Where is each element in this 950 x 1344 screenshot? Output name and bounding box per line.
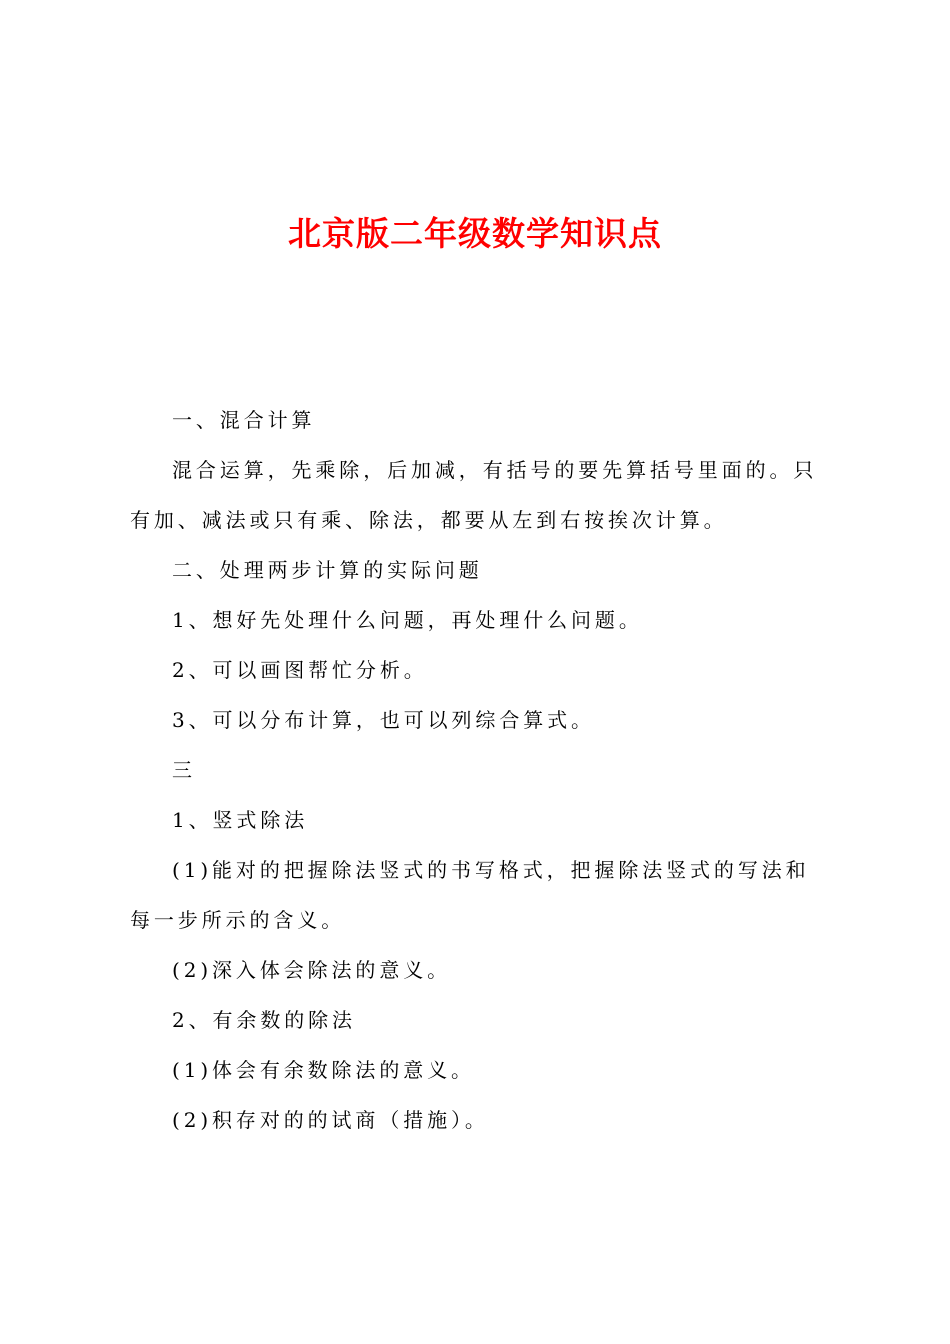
paragraph-mixed-operation-rule: 混合运算，先乘除，后加减，有括号的要先算括号里面的。只有加、减法或只有乘、除法，都要从左到右按挨次计算。 [130,458,818,532]
document-body [130,395,830,1145]
subsection-division-with-remainder: 2、有余数的除法 [172,1008,356,1032]
document-title: 北京版二年级数学知识点 [288,214,662,253]
sub-item-2: (2)深入体会除法的意义。 [172,958,452,982]
list-item-3: 3、可以分布计算，也可以列综合算式。 [172,708,595,732]
subsection-vertical-division: 1、竖式除法 [172,808,309,832]
section-heading-mixed-calculation: 一、混合计算 [172,408,316,432]
section-heading-three: 三 [172,758,196,782]
sub-item-remainder-2: (2)积存对的的试商（措施）。 [172,1108,489,1132]
sub-item-remainder-1: (1)体会有余数除法的意义。 [172,1058,475,1082]
list-item-1: 1、想好先处理什么问题，再处理什么问题。 [172,608,643,632]
list-item-2: 2、可以画图帮忙分析。 [172,658,428,682]
section-heading-two-step-problems: 二、处理两步计算的实际问题 [172,558,483,582]
sub-item-1: (1)能对的把握除法竖式的书写格式，把握除法竖式的写法和每一步所示的含义。 [130,858,810,932]
